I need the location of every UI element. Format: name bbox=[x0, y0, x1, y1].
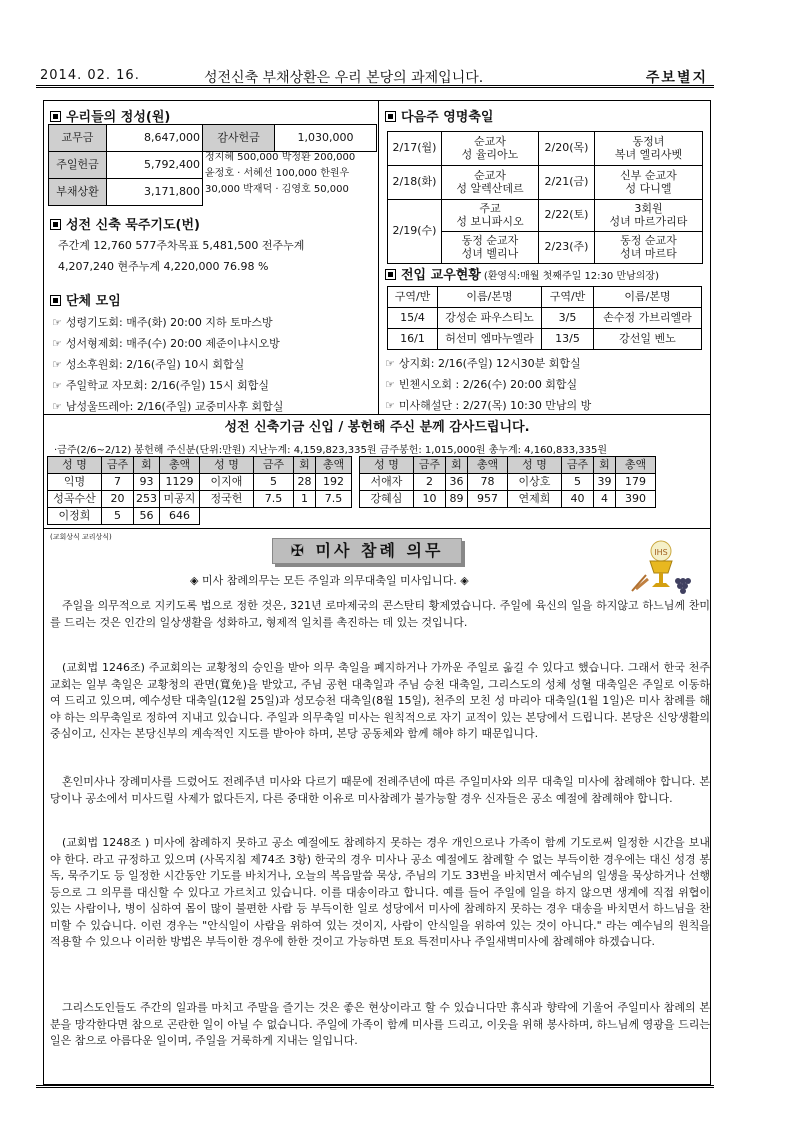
feast-saint: 주교 성 보니파시오 bbox=[442, 200, 539, 232]
rosary-line: 주간계 12,760 577주차목표 5,481,500 전주누계 bbox=[58, 239, 305, 252]
list-item: ☞ 주일학교 자모회: 2/16(주일) 15시 회합실 bbox=[52, 379, 269, 392]
feast-saint: 순교자 성 알렉산데르 bbox=[442, 166, 539, 200]
feast-date: 2/22(토) bbox=[539, 200, 595, 232]
table-cell: 강선일 벤노 bbox=[594, 329, 702, 350]
catechism-label: (교회상식 교리상식) bbox=[50, 533, 112, 541]
checkbox-icon bbox=[50, 295, 61, 306]
bulletin-name: 주보별지 bbox=[645, 70, 708, 86]
feast-saint: 3회원 성녀 마르가리타 bbox=[595, 200, 703, 232]
section-divider bbox=[43, 528, 711, 529]
table-cell: 손수정 가브리엘라 bbox=[594, 308, 702, 329]
donor-line: 윤정호 · 서혜선 100,000 한원우 bbox=[205, 168, 350, 179]
list-item: ☞ 성소후원회: 2/16(주일) 10시 회합실 bbox=[52, 358, 245, 371]
pen-icon: ☞ bbox=[52, 316, 62, 329]
table-cell: 3/5 bbox=[542, 308, 594, 329]
svg-text:IHS: IHS bbox=[654, 548, 668, 557]
table-row: 성곡수산 20 253 미공지 정국헌 7.5 1 7.5 강혜심 10 89 957 연제희 40 4 390 bbox=[48, 491, 656, 508]
mass-subtitle: ◈ 미사 참례의무는 모든 주일과 의무대축일 미사입니다. ◈ bbox=[190, 574, 469, 587]
paragraph: 주일을 의무적으로 지키도록 법으로 정한 것은, 321년 로마제국의 콘스탄티 황제였습니다. 주일에 육신의 일을 하지않고 하느님께 찬미를 드리는 것은 인간의 일상생활을 성화하고, 형제적 일치를 촉진하는 데 있는 것입니다. bbox=[50, 599, 710, 629]
rosary-section-title: 성전 신축 묵주기도(번) bbox=[50, 214, 200, 233]
rosary-stats bbox=[58, 237, 304, 275]
offering-value: 5,792,400 bbox=[107, 152, 203, 179]
pen-icon: ☞ bbox=[385, 378, 395, 391]
list-item: ☞ 성서형제회: 매주(수) 20:00 제준이냐시오방 bbox=[52, 337, 280, 350]
issue-date: 2014. 02. 16. bbox=[40, 68, 140, 83]
table-row: 이정희 5 56 646 bbox=[48, 508, 656, 525]
paragraph: (교회법 1248조 ) 미사에 참례하지 못하고 공소 예절에도 참례하지 못하는 경우 개인으로나 가족이 함께 기도로써 일정한 시간을 보내야 한다. 라고 규정하고 있으며 (사목지침 제74조 3항) 한국의 경우 미사나 공소 예절에도 참례할 수 없는 부득이한 경우에는 대신 성경 봉독, 묵주기도 등 일정한 시간동안 기도를 바치거나, 오늘의 복음말씀 묵상, 주님의 기도 33번을 바치면서 예수님의 일생을 묵상하거나 선행 등으로 그 의무를 대신할 수 있다고 가르치고 있습니다. 이를 대송이라고 합니다. 예를 들어 주일에 일을 하지 않으면 생계에 직접 위협이 있는 사람이나, 병이 심하여 몸이 많이 불편한 사람 등 부득이한 일로 성당에서 미사에 참례하지 못하는 경우 대송을 바치면서 하느님을 찬미할 수 있습니다. 이런 경우는 "안식일이 사람을 위하여 있는 것이지, 사람이 안식일을 위하여 있는 것이 아니다." 라는 예수님의 원칙을 적용할 수 있으나 이러한 방법은 부득이한 경우에 한한 것이고 가능하면 토요 특전미사나 주일새벽미사에 참례해야 하겠습니다. bbox=[50, 836, 710, 948]
groups-list-left bbox=[52, 312, 283, 417]
column-header: 총액 bbox=[616, 457, 656, 474]
list-item: ☞ 미사해설단 : 2/27(목) 10:30 만남의 방 bbox=[385, 399, 592, 412]
pen-icon: ☞ bbox=[385, 399, 395, 412]
column-header: 회 bbox=[594, 457, 616, 474]
offering-label: 교무금 bbox=[49, 125, 107, 152]
column-header: 금주 bbox=[254, 457, 294, 474]
list-item: ☞ 성령기도회: 매주(화) 20:00 지하 토마스방 bbox=[52, 316, 273, 329]
feast-date: 2/23(주) bbox=[539, 232, 595, 264]
paragraph: 혼인미사나 장례미사를 드렸어도 전례주년 미사와 다르기 때문에 전례주년에 따른 주일미사와 의무 대축일 미사에 참례해야 합니다. 본당이나 공소에서 미사드릴 사제가 없다든지, 다른 중대한 이유로 미사참례가 불가능할 경우 신자들은 공소 예절에 참례해야 합니다. bbox=[50, 775, 710, 805]
feast-date: 2/17(월) bbox=[388, 132, 442, 166]
thanks-summary: ·금주(2/6~2/12) 봉헌해 주신분(단위:만원) 지난누계: 4,159,823,335원 금주봉헌: 1,015,000원 총누계: 4,160,833,335원 bbox=[54, 445, 607, 456]
checkbox-icon bbox=[50, 111, 61, 122]
column-header: 금주 bbox=[562, 457, 594, 474]
feast-date: 2/21(금) bbox=[539, 166, 595, 200]
offering-label: 주일헌금 bbox=[49, 152, 107, 179]
feast-saint: 신부 순교자 성 다니엘 bbox=[595, 166, 703, 200]
column-header: 성 명 bbox=[360, 457, 414, 474]
donor-line: 30,000 박재덕 · 김영호 50,000 bbox=[205, 184, 349, 195]
column-header: 회 bbox=[134, 457, 160, 474]
column-header: 이름/본명 bbox=[438, 287, 542, 308]
list-item: ☞ 남성울뜨레아: 2/16(주일) 교중미사후 회합실 bbox=[52, 400, 284, 413]
feast-saint: 순교자 성 율리아노 bbox=[442, 132, 539, 166]
feast-date: 2/19(수) bbox=[388, 200, 442, 264]
feasts-table bbox=[387, 131, 703, 264]
cross-icon: ✠ bbox=[290, 541, 316, 560]
newcomers-table bbox=[387, 286, 702, 350]
thanks-title: 성전 신축기금 신입 / 봉헌해 주신 분께 감사드립니다. bbox=[224, 420, 530, 435]
thanks-offering-value: 1,030,000 bbox=[275, 125, 377, 152]
rosary-line: 4,207,240 현주누계 4,220,000 76.98 % bbox=[58, 260, 269, 273]
column-header: 총액 bbox=[160, 457, 200, 474]
diamond-icon: ◈ bbox=[190, 574, 202, 587]
page-header bbox=[36, 64, 714, 88]
column-header: 성 명 bbox=[48, 457, 102, 474]
column-header: 구역/반 bbox=[388, 287, 438, 308]
table-row: 익명 7 93 1129 이지애 5 28 192 서애자 2 36 78 이상호 5 39 179 bbox=[48, 474, 656, 491]
pen-icon: ☞ bbox=[385, 357, 395, 370]
mass-banner: ✠ 미사 참례 의무 bbox=[272, 538, 462, 564]
feasts-section-title: 다음주 영명축일 bbox=[385, 106, 493, 125]
offering-value: 3,171,800 bbox=[107, 179, 203, 206]
pen-icon: ☞ bbox=[52, 400, 62, 413]
chalice-icon bbox=[628, 535, 694, 595]
table-cell: 16/1 bbox=[388, 329, 438, 350]
column-header: 총액 bbox=[468, 457, 508, 474]
checkbox-icon bbox=[385, 111, 396, 122]
checkbox-icon bbox=[50, 219, 61, 230]
pen-icon: ☞ bbox=[52, 337, 62, 350]
offering-section-title: 우리들의 정성(원) bbox=[50, 106, 170, 125]
list-item: ☞ 빈첸시오회 : 2/26(수) 20:00 회합실 bbox=[385, 378, 578, 391]
offering-label: 부채상환 bbox=[49, 179, 107, 206]
feast-date: 2/18(화) bbox=[388, 166, 442, 200]
checkbox-icon bbox=[385, 269, 396, 280]
table-cell: 강성순 파우스티노 bbox=[438, 308, 542, 329]
column-header: 성 명 bbox=[200, 457, 254, 474]
list-item: ☞ 상지회: 2/16(주일) 12시30분 회합실 bbox=[385, 357, 581, 370]
table-cell: 13/5 bbox=[542, 329, 594, 350]
donor-line: 정지혜 500,000 박정환 200,000 bbox=[205, 152, 356, 163]
column-header: 회 bbox=[446, 457, 468, 474]
groups-list-right bbox=[385, 353, 591, 416]
newcomers-note: (환영식:매월 첫째주일 12:30 만남의장) bbox=[483, 271, 659, 282]
column-header: 구역/반 bbox=[542, 287, 594, 308]
newcomers-section-title: 전입 교우현황 (환영식:매월 첫째주일 12:30 만남의장) bbox=[385, 264, 659, 283]
feast-date: 2/20(목) bbox=[539, 132, 595, 166]
column-header: 이름/본명 bbox=[594, 287, 702, 308]
groups-section-title: 단체 모임 bbox=[50, 290, 121, 309]
column-header: 금주 bbox=[414, 457, 446, 474]
donor-table bbox=[47, 456, 656, 525]
column-header: 금주 bbox=[102, 457, 134, 474]
column-header: 회 bbox=[294, 457, 316, 474]
paragraph: (교회법 1246조) 주교회의는 교황청의 승인을 받아 의무 축일을 폐지하거나 가까운 주일로 옮길 수 있다고 했습니다. 그래서 한국 천주교회는 일부 축일은 교황청의 관면(寬免)을 받았고, 주님 공현 대축일과 주님 승천 대축일, 그리스도의 성체 성혈 대축일은 주일로 이동하여 드리고 있으며, 예수성탄 대축일(12월 25일)과 성모승천 대축일(8월 15일), 천주의 모친 성 마리아 대축일(1월 1일)은 미사 참례를 해야 하는 의무축일로 정하여 지내고 있습니다. 주일과 의무축일 미사는 원칙적으로 자기 교적이 있는 본당에서 드립니다. 본당은 신앙생활의 중심이고, 신자는 본당신부의 계속적인 지도를 받아야 하며, 본당 공동체와 함께 해야 하기 때문입니다. bbox=[50, 661, 710, 740]
table-cell: 허선미 엠마누엘라 bbox=[438, 329, 542, 350]
thanks-offering-label: 감사헌금 bbox=[203, 125, 275, 152]
diamond-icon: ◈ bbox=[456, 574, 469, 587]
bottom-rule bbox=[36, 1085, 714, 1088]
offering-value: 8,647,000 bbox=[107, 125, 203, 152]
thanks-donor-list bbox=[205, 150, 355, 198]
pen-icon: ☞ bbox=[52, 379, 62, 392]
header-slogan: 성전신축 부채상환은 우리 본당의 과제입니다. bbox=[204, 70, 484, 86]
feast-saint: 동정 순교자 성녀 벨리나 bbox=[442, 232, 539, 264]
feast-saint: 동정녀 복녀 엘리사벳 bbox=[595, 132, 703, 166]
paragraph: 그리스도인들도 주간의 일과를 마치고 주말을 즐기는 것은 좋은 현상이라고 할 수 있습니다만 휴식과 향락에 기울어 주일미사 참례의 본분을 망각한다면 참으로 곤란한 일이 아닐 수 없습니다. 주일에 가족이 함께 미사를 드리고, 이웃을 위해 봉사하며, 하느님께 영광을 드리는 일은 참으로 아름다운 일이며, 주일을 거룩하게 지내는 일입니다. bbox=[50, 1001, 710, 1047]
column-divider bbox=[378, 100, 379, 414]
table-cell: 15/4 bbox=[388, 308, 438, 329]
column-header: 성 명 bbox=[508, 457, 562, 474]
pen-icon: ☞ bbox=[52, 358, 62, 371]
column-header: 총액 bbox=[316, 457, 352, 474]
feast-saint: 동정 순교자 성녀 마르타 bbox=[595, 232, 703, 264]
